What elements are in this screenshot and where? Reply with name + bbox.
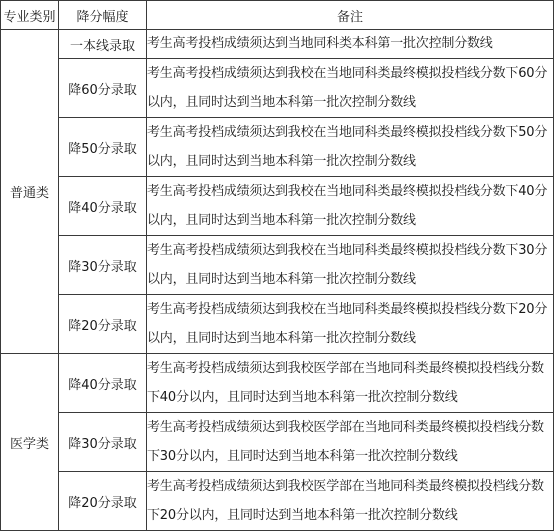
note-cell: 考生高考投档成绩须达到我校医学部在当地同科类最终模拟投档线分数下30分以内，且同时达到当地本科第一批次控制分数线 — [147, 413, 554, 472]
drop-cell: 降20分录取 — [59, 295, 147, 354]
drop-cell: 降40分录取 — [59, 354, 147, 413]
drop-cell: 降20分录取 — [59, 472, 147, 531]
drop-cell: 降60分录取 — [59, 59, 147, 118]
header-row — [1, 1, 554, 30]
table-row — [1, 295, 554, 354]
drop-cell: 降40分录取 — [59, 177, 147, 236]
drop-cell: 降30分录取 — [59, 236, 147, 295]
note-cell: 考生高考投档成绩须达到我校在当地同科类最终模拟投档线分数下50分以内，且同时达到当地本科第一批次控制分数线 — [147, 118, 554, 177]
note-cell: 考生高考投档成绩须达到我校在当地同科类最终模拟投档线分数下20分以内，且同时达到当地本科第一批次控制分数线 — [147, 295, 554, 354]
note-cell: 考生高考投档成绩须达到当地同科类本科第一批次控制分数线 — [147, 30, 554, 59]
drop-cell: 一本线录取 — [59, 30, 147, 59]
table-row — [1, 177, 554, 236]
note-cell: 考生高考投档成绩须达到我校在当地同科类最终模拟投档线分数下60分以内，且同时达到当地本科第一批次控制分数线 — [147, 59, 554, 118]
table-row — [1, 472, 554, 531]
table-row — [1, 59, 554, 118]
note-cell: 考生高考投档成绩须达到我校在当地同科类最终模拟投档线分数下40分以内，且同时达到当地本科第一批次控制分数线 — [147, 177, 554, 236]
header-note: 备注 — [147, 1, 554, 30]
header-category: 专业类别 — [1, 1, 59, 30]
note-cell: 考生高考投档成绩须达到我校在当地同科类最终模拟投档线分数下30分以内，且同时达到当地本科第一批次控制分数线 — [147, 236, 554, 295]
category-cell-medical: 医学类 — [1, 354, 59, 531]
drop-cell: 降30分录取 — [59, 413, 147, 472]
category-cell-general: 普通类 — [1, 30, 59, 354]
note-cell: 考生高考投档成绩须达到我校医学部在当地同科类最终模拟投档线分数下40分以内，且同时达到当地本科第一批次控制分数线 — [147, 354, 554, 413]
note-cell: 考生高考投档成绩须达到我校医学部在当地同科类最终模拟投档线分数下20分以内，且同时达到当地本科第一批次控制分数线 — [147, 472, 554, 531]
table-row — [1, 30, 554, 59]
table-row — [1, 354, 554, 413]
table-row — [1, 413, 554, 472]
drop-cell: 降50分录取 — [59, 118, 147, 177]
header-drop: 降分幅度 — [59, 1, 147, 30]
table-row — [1, 236, 554, 295]
table-row — [1, 118, 554, 177]
